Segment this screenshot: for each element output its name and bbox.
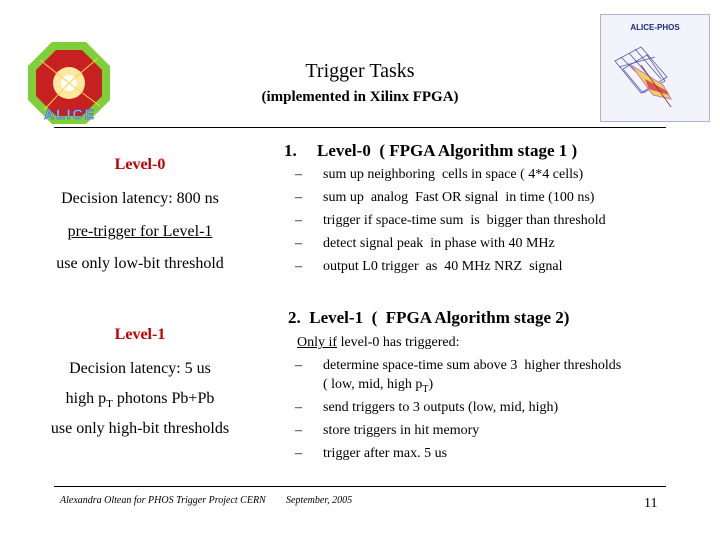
header-divider — [54, 127, 666, 128]
level0-pretrigger: pre-trigger for Level-1 — [67, 223, 213, 240]
level1-heading: Level-1 — [114, 326, 166, 343]
section2-bullet-cont-post: ) — [428, 377, 434, 392]
level1-photons — [0, 390, 280, 410]
alice-logo — [26, 40, 112, 126]
section1-bullet-text: trigger if space-time sum is bigger than threshold — [323, 213, 606, 228]
section2-intro-underlined: Only if — [297, 335, 338, 350]
section2-intro-rest: level-0 has triggered: — [337, 335, 460, 350]
section1-bullet-text: sum up neighboring cells in space ( 4*4 cells) — [323, 167, 584, 182]
bullet-dash: – — [295, 190, 302, 205]
section2-bullet-cont-sub: T — [422, 383, 429, 395]
section1-number: 1. — [284, 141, 297, 160]
level1-photons-sub: T — [106, 398, 113, 411]
bullet-dash: – — [295, 236, 302, 251]
level1-photons-post: photons Pb+Pb — [112, 390, 215, 407]
section2-heading: 2. Level-1 ( FPGA Algorithm stage 2) — [288, 308, 570, 327]
bullet-dash: – — [295, 167, 302, 182]
bullet-dash: – — [295, 423, 302, 438]
footer-divider — [54, 486, 666, 487]
footer-author: Alexandra Oltean for PHOS Trigger Project CERN — [60, 495, 266, 506]
section1-bullet-text: output L0 trigger as 40 MHz NRZ signal — [323, 259, 563, 274]
bullet-dash: – — [295, 358, 302, 373]
section2-bullet-cont-text — [323, 377, 433, 395]
slide-title: Trigger Tasks — [305, 60, 415, 82]
section1-bullet-text: detect signal peak in phase with 40 MHz — [323, 236, 555, 251]
section2-intro — [297, 335, 460, 351]
section2-bullet-cont-pre: ( low, mid, high p — [323, 377, 423, 392]
level0-heading: Level-0 — [114, 156, 166, 173]
bullet-dash: – — [295, 400, 302, 415]
bullet-dash: – — [295, 213, 302, 228]
bullet-dash: – — [295, 259, 302, 274]
level1-photons-pre: high p — [65, 390, 107, 407]
level0-latency: Decision latency: 800 ns — [61, 190, 219, 207]
level0-threshold: use only low-bit threshold — [56, 255, 224, 272]
bullet-dash: – — [295, 446, 302, 461]
section2-bullet-text: store triggers in hit memory — [323, 423, 480, 438]
level1-threshold: use only high-bit thresholds — [50, 420, 230, 437]
section1-bullet-text: sum up analog Fast OR signal in time (100 ns) — [323, 190, 595, 205]
section2-bullet-text: trigger after max. 5 us — [323, 446, 448, 461]
section1-heading: Level-0 ( FPGA Algorithm stage 1 ) — [317, 141, 578, 160]
page-number: 11 — [644, 496, 658, 511]
section2-bullet-text: determine space-time sum above 3 higher thresholds — [323, 358, 622, 373]
slide-subtitle: (implemented in Xilinx FPGA) — [261, 89, 459, 105]
alice-logo-text: ALICE — [44, 106, 96, 122]
alice-phos-logo-text: ALICE-PHOS — [630, 23, 680, 32]
footer-date: September, 2005 — [286, 495, 353, 506]
section2-bullet-text: send triggers to 3 outputs (low, mid, high) — [323, 400, 559, 415]
level1-latency: Decision latency: 5 us — [69, 360, 211, 377]
